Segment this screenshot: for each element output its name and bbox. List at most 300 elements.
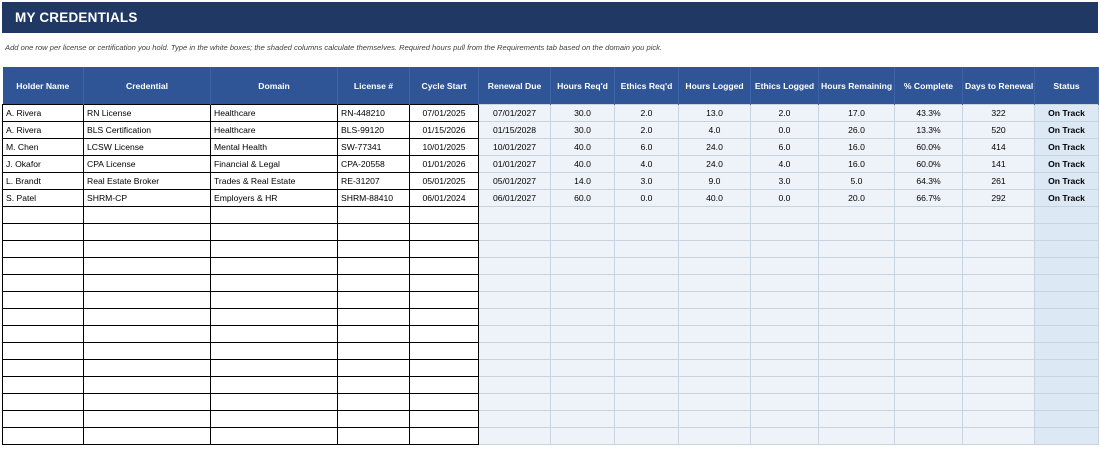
table-cell[interactable]: 141: [963, 156, 1035, 173]
empty-row: [3, 394, 1099, 411]
table-cell[interactable]: 322: [963, 105, 1035, 122]
empty-cell[interactable]: [84, 275, 211, 292]
empty-cell[interactable]: [479, 343, 551, 360]
empty-cell[interactable]: [1035, 360, 1099, 377]
empty-cell[interactable]: [479, 258, 551, 275]
empty-cell[interactable]: [1035, 241, 1099, 258]
empty-cell[interactable]: [751, 377, 819, 394]
table-cell[interactable]: 3.0: [615, 173, 679, 190]
empty-cell[interactable]: [1035, 428, 1099, 445]
table-cell[interactable]: 10/01/2025: [410, 139, 479, 156]
empty-cell[interactable]: [895, 241, 963, 258]
table-cell[interactable]: RE-31207: [338, 173, 410, 190]
empty-cell[interactable]: [615, 428, 679, 445]
empty-cell[interactable]: [819, 343, 895, 360]
empty-cell[interactable]: [3, 241, 84, 258]
empty-cell[interactable]: [751, 292, 819, 309]
table-cell[interactable]: 06/01/2027: [479, 190, 551, 207]
empty-cell[interactable]: [551, 258, 615, 275]
empty-cell[interactable]: [963, 309, 1035, 326]
empty-cell[interactable]: [895, 360, 963, 377]
empty-cell[interactable]: [338, 360, 410, 377]
table-cell[interactable]: 261: [963, 173, 1035, 190]
empty-cell[interactable]: [479, 377, 551, 394]
table-cell[interactable]: 16.0: [819, 139, 895, 156]
empty-cell[interactable]: [1035, 258, 1099, 275]
column-header: % Complete: [895, 67, 963, 105]
empty-cell[interactable]: [84, 360, 211, 377]
table-cell[interactable]: 13.0: [679, 105, 751, 122]
empty-cell[interactable]: [1035, 326, 1099, 343]
table-cell[interactable]: SW-77341: [338, 139, 410, 156]
column-header: Status: [1035, 67, 1099, 105]
empty-cell[interactable]: [211, 360, 338, 377]
table-cell[interactable]: 01/15/2026: [410, 122, 479, 139]
empty-cell[interactable]: [819, 326, 895, 343]
table-cell[interactable]: On Track: [1035, 156, 1099, 173]
column-header: License #: [338, 67, 410, 105]
empty-cell[interactable]: [615, 309, 679, 326]
table-cell[interactable]: 16.0: [819, 156, 895, 173]
table-cell[interactable]: 05/01/2025: [410, 173, 479, 190]
column-header: Ethics Req'd: [615, 67, 679, 105]
table-cell[interactable]: 0.0: [751, 122, 819, 139]
empty-cell[interactable]: [551, 428, 615, 445]
empty-cell[interactable]: [615, 292, 679, 309]
empty-cell[interactable]: [679, 428, 751, 445]
empty-cell[interactable]: [338, 411, 410, 428]
empty-row: [3, 224, 1099, 241]
table-cell[interactable]: 3.0: [751, 173, 819, 190]
empty-cell[interactable]: [1035, 394, 1099, 411]
table-cell[interactable]: 13.3%: [895, 122, 963, 139]
empty-cell[interactable]: [84, 207, 211, 224]
empty-cell[interactable]: [551, 411, 615, 428]
empty-cell[interactable]: [410, 207, 479, 224]
empty-cell[interactable]: [479, 275, 551, 292]
empty-cell[interactable]: [751, 258, 819, 275]
table-cell[interactable]: 30.0: [551, 105, 615, 122]
table-cell[interactable]: 14.0: [551, 173, 615, 190]
empty-cell[interactable]: [410, 275, 479, 292]
table-cell[interactable]: 01/01/2027: [479, 156, 551, 173]
table-cell[interactable]: 2.0: [615, 105, 679, 122]
empty-cell[interactable]: [410, 343, 479, 360]
table-cell[interactable]: 60.0%: [895, 139, 963, 156]
empty-cell[interactable]: [751, 360, 819, 377]
empty-cell[interactable]: [679, 326, 751, 343]
empty-cell[interactable]: [410, 309, 479, 326]
empty-cell[interactable]: [963, 428, 1035, 445]
empty-cell[interactable]: [751, 224, 819, 241]
header-row: [3, 67, 1099, 105]
table-cell[interactable]: RN-448210: [338, 105, 410, 122]
empty-cell[interactable]: [84, 394, 211, 411]
empty-cell[interactable]: [895, 309, 963, 326]
empty-cell[interactable]: [819, 241, 895, 258]
table-cell[interactable]: 292: [963, 190, 1035, 207]
table-cell[interactable]: M. Chen: [3, 139, 84, 156]
table-cell[interactable]: Healthcare: [211, 122, 338, 139]
table-cell[interactable]: 60.0: [551, 190, 615, 207]
empty-cell[interactable]: [615, 258, 679, 275]
empty-cell[interactable]: [3, 360, 84, 377]
empty-cell[interactable]: [679, 394, 751, 411]
empty-cell[interactable]: [819, 207, 895, 224]
empty-cell[interactable]: [211, 241, 338, 258]
empty-cell[interactable]: [3, 411, 84, 428]
empty-cell[interactable]: [551, 377, 615, 394]
empty-cell[interactable]: [679, 207, 751, 224]
empty-cell[interactable]: [963, 275, 1035, 292]
empty-cell[interactable]: [963, 207, 1035, 224]
empty-cell[interactable]: [895, 411, 963, 428]
empty-cell[interactable]: [963, 292, 1035, 309]
table-cell[interactable]: On Track: [1035, 122, 1099, 139]
empty-cell[interactable]: [479, 394, 551, 411]
empty-cell[interactable]: [819, 428, 895, 445]
table-row: [3, 105, 1099, 122]
table-cell[interactable]: 01/01/2026: [410, 156, 479, 173]
table-cell[interactable]: 05/01/2027: [479, 173, 551, 190]
empty-cell[interactable]: [895, 377, 963, 394]
table-cell[interactable]: 6.0: [615, 139, 679, 156]
empty-cell[interactable]: [3, 292, 84, 309]
table-cell[interactable]: 66.7%: [895, 190, 963, 207]
empty-cell[interactable]: [211, 428, 338, 445]
empty-cell[interactable]: [479, 326, 551, 343]
table-cell[interactable]: On Track: [1035, 105, 1099, 122]
empty-cell[interactable]: [3, 207, 84, 224]
table-cell[interactable]: 520: [963, 122, 1035, 139]
table-cell[interactable]: 0.0: [615, 190, 679, 207]
empty-cell[interactable]: [679, 309, 751, 326]
empty-cell[interactable]: [338, 275, 410, 292]
empty-cell[interactable]: [963, 241, 1035, 258]
empty-cell[interactable]: [551, 224, 615, 241]
table-cell[interactable]: J. Okafor: [3, 156, 84, 173]
empty-cell[interactable]: [1035, 224, 1099, 241]
empty-cell[interactable]: [84, 428, 211, 445]
column-header: Cycle Start: [410, 67, 479, 105]
table-cell[interactable]: 40.0: [551, 139, 615, 156]
empty-cell[interactable]: [751, 394, 819, 411]
empty-cell[interactable]: [615, 275, 679, 292]
empty-cell[interactable]: [895, 258, 963, 275]
empty-cell[interactable]: [751, 411, 819, 428]
instructions-text: Add one row per license or certification you hold. Type in the white boxes; the shaded columns calculate themselves. Required hours pull from the Requirements tab based on the domain you pick.: [5, 43, 663, 52]
table-cell[interactable]: L. Brandt: [3, 173, 84, 190]
table-cell[interactable]: LCSW License: [84, 139, 211, 156]
empty-cell[interactable]: [819, 360, 895, 377]
empty-cell[interactable]: [338, 377, 410, 394]
table-cell[interactable]: 2.0: [751, 105, 819, 122]
empty-cell[interactable]: [84, 326, 211, 343]
empty-cell[interactable]: [679, 343, 751, 360]
empty-cell[interactable]: [615, 411, 679, 428]
table-cell[interactable]: RN License: [84, 105, 211, 122]
empty-cell[interactable]: [551, 207, 615, 224]
empty-cell[interactable]: [551, 360, 615, 377]
empty-cell[interactable]: [615, 207, 679, 224]
empty-cell[interactable]: [84, 309, 211, 326]
table-cell[interactable]: 4.0: [679, 122, 751, 139]
table-cell[interactable]: 60.0%: [895, 156, 963, 173]
empty-cell[interactable]: [84, 343, 211, 360]
table-cell[interactable]: On Track: [1035, 190, 1099, 207]
table-cell[interactable]: BLS-99120: [338, 122, 410, 139]
empty-cell[interactable]: [751, 428, 819, 445]
empty-cell[interactable]: [679, 377, 751, 394]
empty-cell[interactable]: [551, 275, 615, 292]
table-cell[interactable]: BLS Certification: [84, 122, 211, 139]
table-cell[interactable]: 06/01/2024: [410, 190, 479, 207]
table-cell[interactable]: CPA-20558: [338, 156, 410, 173]
empty-cell[interactable]: [963, 224, 1035, 241]
empty-cell[interactable]: [819, 411, 895, 428]
table-cell[interactable]: Trades & Real Estate: [211, 173, 338, 190]
empty-cell[interactable]: [338, 224, 410, 241]
empty-cell[interactable]: [3, 428, 84, 445]
empty-cell[interactable]: [410, 241, 479, 258]
table-cell[interactable]: 24.0: [679, 156, 751, 173]
empty-cell[interactable]: [338, 258, 410, 275]
empty-cell[interactable]: [211, 207, 338, 224]
empty-cell[interactable]: [819, 224, 895, 241]
empty-cell[interactable]: [3, 326, 84, 343]
empty-cell[interactable]: [1035, 275, 1099, 292]
empty-cell[interactable]: [479, 292, 551, 309]
empty-cell[interactable]: [895, 428, 963, 445]
empty-cell[interactable]: [3, 377, 84, 394]
empty-cell[interactable]: [679, 411, 751, 428]
table-cell[interactable]: 07/01/2027: [479, 105, 551, 122]
table-cell[interactable]: SHRM-CP: [84, 190, 211, 207]
empty-row: [3, 411, 1099, 428]
empty-cell[interactable]: [338, 428, 410, 445]
empty-cell[interactable]: [1035, 411, 1099, 428]
empty-cell[interactable]: [615, 343, 679, 360]
table-cell[interactable]: On Track: [1035, 173, 1099, 190]
table-cell[interactable]: Employers & HR: [211, 190, 338, 207]
empty-cell[interactable]: [615, 326, 679, 343]
empty-cell[interactable]: [410, 258, 479, 275]
empty-cell[interactable]: [84, 377, 211, 394]
empty-cell[interactable]: [338, 292, 410, 309]
empty-cell[interactable]: [679, 275, 751, 292]
empty-cell[interactable]: [410, 224, 479, 241]
table-row: [3, 156, 1099, 173]
empty-cell[interactable]: [1035, 343, 1099, 360]
empty-cell[interactable]: [410, 326, 479, 343]
empty-cell[interactable]: [211, 224, 338, 241]
empty-cell[interactable]: [410, 411, 479, 428]
empty-cell[interactable]: [679, 292, 751, 309]
empty-cell[interactable]: [84, 411, 211, 428]
empty-cell[interactable]: [479, 360, 551, 377]
empty-cell[interactable]: [211, 292, 338, 309]
table-cell[interactable]: Healthcare: [211, 105, 338, 122]
empty-cell[interactable]: [895, 275, 963, 292]
table-row: [3, 190, 1099, 207]
empty-cell[interactable]: [895, 292, 963, 309]
table-cell[interactable]: 414: [963, 139, 1035, 156]
empty-cell[interactable]: [1035, 292, 1099, 309]
table-cell[interactable]: 17.0: [819, 105, 895, 122]
empty-cell[interactable]: [410, 428, 479, 445]
empty-cell[interactable]: [895, 343, 963, 360]
empty-cell[interactable]: [963, 343, 1035, 360]
table-cell[interactable]: 6.0: [751, 139, 819, 156]
empty-cell[interactable]: [211, 377, 338, 394]
empty-cell[interactable]: [679, 258, 751, 275]
empty-cell[interactable]: [551, 241, 615, 258]
empty-cell[interactable]: [551, 292, 615, 309]
empty-cell[interactable]: [338, 343, 410, 360]
empty-cell[interactable]: [211, 411, 338, 428]
empty-cell[interactable]: [615, 241, 679, 258]
empty-cell[interactable]: [615, 394, 679, 411]
empty-cell[interactable]: [963, 394, 1035, 411]
empty-cell[interactable]: [551, 326, 615, 343]
empty-cell[interactable]: [211, 326, 338, 343]
empty-cell[interactable]: [338, 207, 410, 224]
title-bar: [2, 2, 1098, 33]
empty-cell[interactable]: [819, 394, 895, 411]
table-cell[interactable]: CPA License: [84, 156, 211, 173]
empty-cell[interactable]: [819, 275, 895, 292]
table-cell[interactable]: A. Rivera: [3, 122, 84, 139]
table-cell[interactable]: SHRM-88410: [338, 190, 410, 207]
empty-cell[interactable]: [84, 292, 211, 309]
empty-cell[interactable]: [84, 258, 211, 275]
table-cell[interactable]: 24.0: [679, 139, 751, 156]
table-cell[interactable]: 0.0: [751, 190, 819, 207]
table-cell[interactable]: 10/01/2027: [479, 139, 551, 156]
empty-cell[interactable]: [3, 343, 84, 360]
empty-cell[interactable]: [819, 309, 895, 326]
table-cell[interactable]: 40.0: [679, 190, 751, 207]
empty-cell[interactable]: [211, 275, 338, 292]
empty-cell[interactable]: [3, 309, 84, 326]
table-cell[interactable]: 2.0: [615, 122, 679, 139]
table-cell[interactable]: 01/15/2028: [479, 122, 551, 139]
table-cell[interactable]: A. Rivera: [3, 105, 84, 122]
empty-cell[interactable]: [751, 207, 819, 224]
empty-cell[interactable]: [963, 326, 1035, 343]
empty-cell[interactable]: [963, 360, 1035, 377]
table-cell[interactable]: 64.3%: [895, 173, 963, 190]
empty-cell[interactable]: [551, 394, 615, 411]
empty-cell[interactable]: [410, 377, 479, 394]
empty-cell[interactable]: [819, 377, 895, 394]
empty-cell[interactable]: [410, 394, 479, 411]
empty-cell[interactable]: [84, 241, 211, 258]
empty-cell[interactable]: [211, 343, 338, 360]
empty-cell[interactable]: [963, 411, 1035, 428]
empty-cell[interactable]: [679, 241, 751, 258]
empty-cell[interactable]: [3, 394, 84, 411]
empty-cell[interactable]: [479, 428, 551, 445]
table-row: [3, 139, 1099, 156]
table-cell[interactable]: 20.0: [819, 190, 895, 207]
empty-cell[interactable]: [751, 275, 819, 292]
empty-row: [3, 360, 1099, 377]
table-cell[interactable]: 4.0: [615, 156, 679, 173]
empty-cell[interactable]: [751, 309, 819, 326]
empty-cell[interactable]: [479, 224, 551, 241]
empty-cell[interactable]: [410, 292, 479, 309]
table-cell[interactable]: S. Patel: [3, 190, 84, 207]
empty-cell[interactable]: [615, 377, 679, 394]
table-cell[interactable]: 30.0: [551, 122, 615, 139]
empty-cell[interactable]: [895, 207, 963, 224]
empty-cell[interactable]: [338, 309, 410, 326]
empty-cell[interactable]: [3, 258, 84, 275]
empty-cell[interactable]: [479, 411, 551, 428]
empty-cell[interactable]: [338, 241, 410, 258]
empty-cell[interactable]: [479, 207, 551, 224]
empty-cell[interactable]: [819, 292, 895, 309]
empty-cell[interactable]: [211, 309, 338, 326]
table-cell[interactable]: 40.0: [551, 156, 615, 173]
column-header: Hours Req'd: [551, 67, 615, 105]
empty-cell[interactable]: [1035, 377, 1099, 394]
empty-cell[interactable]: [338, 394, 410, 411]
empty-cell[interactable]: [751, 241, 819, 258]
empty-cell[interactable]: [551, 343, 615, 360]
table-cell[interactable]: 26.0: [819, 122, 895, 139]
empty-cell[interactable]: [3, 224, 84, 241]
empty-cell[interactable]: [410, 360, 479, 377]
empty-cell[interactable]: [551, 309, 615, 326]
empty-cell[interactable]: [679, 360, 751, 377]
empty-cell[interactable]: [615, 224, 679, 241]
credentials-table: [2, 67, 1099, 445]
table-cell[interactable]: 9.0: [679, 173, 751, 190]
table-cell[interactable]: 07/01/2025: [410, 105, 479, 122]
table-cell[interactable]: Real Estate Broker: [84, 173, 211, 190]
empty-cell[interactable]: [819, 258, 895, 275]
empty-cell[interactable]: [895, 394, 963, 411]
empty-row: [3, 428, 1099, 445]
empty-cell[interactable]: [211, 258, 338, 275]
empty-cell[interactable]: [211, 394, 338, 411]
empty-cell[interactable]: [963, 258, 1035, 275]
empty-cell[interactable]: [1035, 309, 1099, 326]
empty-cell[interactable]: [615, 360, 679, 377]
empty-cell[interactable]: [1035, 207, 1099, 224]
empty-cell[interactable]: [338, 326, 410, 343]
table-cell[interactable]: On Track: [1035, 139, 1099, 156]
empty-cell[interactable]: [895, 224, 963, 241]
table-cell[interactable]: Financial & Legal: [211, 156, 338, 173]
table-cell[interactable]: 43.3%: [895, 105, 963, 122]
table-cell[interactable]: 5.0: [819, 173, 895, 190]
empty-cell[interactable]: [479, 309, 551, 326]
empty-cell[interactable]: [895, 326, 963, 343]
table-cell[interactable]: 4.0: [751, 156, 819, 173]
empty-cell[interactable]: [751, 343, 819, 360]
table-cell[interactable]: Mental Health: [211, 139, 338, 156]
empty-cell[interactable]: [84, 224, 211, 241]
empty-cell[interactable]: [963, 377, 1035, 394]
empty-cell[interactable]: [751, 326, 819, 343]
empty-cell[interactable]: [3, 275, 84, 292]
empty-cell[interactable]: [679, 224, 751, 241]
empty-cell[interactable]: [479, 241, 551, 258]
table-body: [3, 105, 1099, 445]
